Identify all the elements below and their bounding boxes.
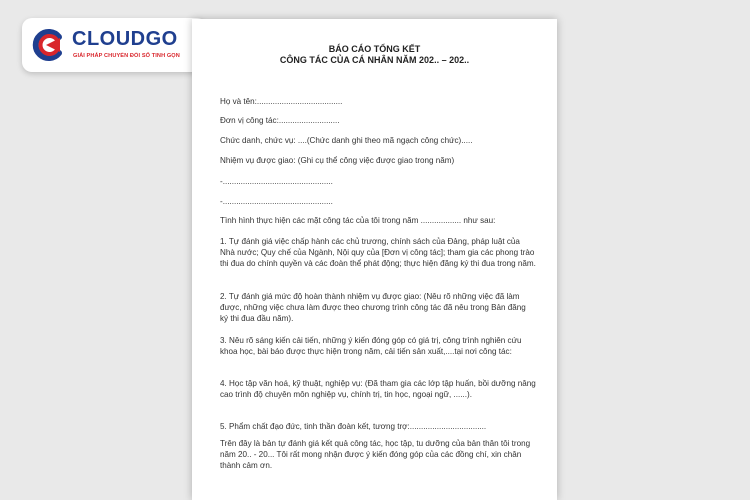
field-position: Chức danh, chức vụ: ....(Chức danh ghi theo mã ngạch công chức)..... — [220, 136, 473, 145]
field-duty-line: -................................................. — [220, 197, 333, 206]
report-document — [192, 19, 557, 500]
brand-name: CLOUDGO — [72, 28, 178, 50]
report-title: BÁO CÁO TỔNG KẾT — [328, 44, 421, 54]
closing-paragraph: Trên đây là bản tự đánh giá kết quả công tác, học tập, tu dưỡng của bản thân tôi trong năm 20.. - 20... Tôi rất mong nhận được ý kiến đóng góp của các đồng chí, xin chân thành cảm ơn. — [220, 439, 531, 470]
intro-paragraph: Tình hình thực hiện các mặt công tác của tôi trong năm .................. như sau: — [220, 216, 496, 225]
field-work-unit: Đơn vị công tác:........................... — [220, 116, 340, 125]
section-paragraph: 3. Nêu rõ sáng kiến cải tiến, những ý kiến đóng góp có giá trị, công trình nghiên cứu khoa học, bài báo được thực hiện trong năm, cải tiến sản xuất,....tại nơi công tác: — [220, 336, 522, 356]
field-full-name: Họ và tên:...................................... — [220, 97, 343, 106]
cloudgo-logo-icon — [30, 28, 66, 62]
section-paragraph: 4. Học tập văn hoá, kỹ thuật, nghiệp vụ: (Đã tham gia các lớp tập huấn, bồi dưỡng nâng cao trình độ chuyên môn nghiệp vụ, chính trị, tin học, ngoại ngữ, ......). — [220, 379, 536, 399]
section-paragraph: 1. Tự đánh giá việc chấp hành các chủ trương, chính sách của Đảng, pháp luật của Nhà nước; Quy chế của Ngành, Nội quy của [Đơn vị công tác]; tham gia các phong trào thi đua do chính quyền và các đoàn thể phát động; thực hiện đăng ký thi đua trong năm. — [220, 237, 536, 268]
brand-tagline: GIẢI PHÁP CHUYỂN ĐỔI SỐ TINH GỌN — [73, 53, 180, 59]
report-subtitle: CÔNG TÁC CỦA CÁ NHÂN NĂM 202.. – 202.. — [279, 55, 470, 65]
field-duty-line: -................................................. — [220, 177, 333, 186]
field-assigned-duties: Nhiệm vụ được giao: (Ghi cụ thể công việc được giao trong năm) — [220, 156, 455, 165]
section-paragraph: 2. Tự đánh giá mức độ hoàn thành nhiệm vụ được giao: (Nêu rõ những việc đã làm được, những việc chưa làm được theo chương trình công tác đã nêu trong Bản đăng ký thi đua đầu năm). — [220, 292, 526, 323]
brand-logo-card — [22, 18, 207, 72]
section-paragraph: 5. Phẩm chất đạo đức, tinh thần đoàn kết, tương trợ:.................................. — [220, 422, 487, 431]
